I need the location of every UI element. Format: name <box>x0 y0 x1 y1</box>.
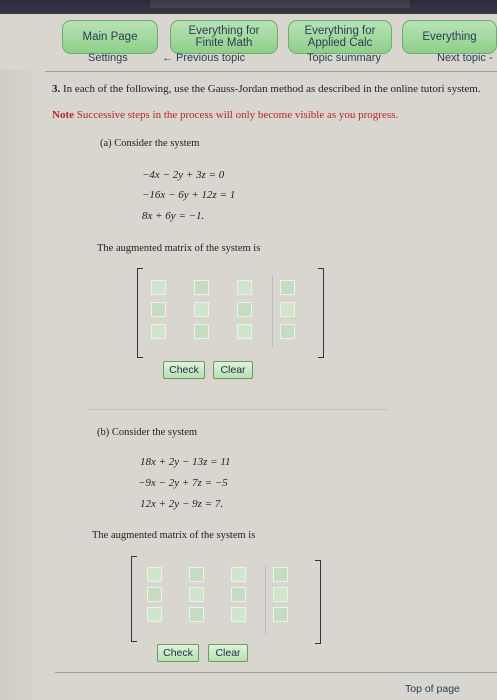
browser-top-bar <box>0 0 497 14</box>
part-a-matrix-label: The augmented matrix of the system is <box>97 243 261 254</box>
part-b-equation-1: 18x + 2y − 13z = 11 <box>140 456 231 468</box>
tab-main-page[interactable]: Main Page <box>62 20 158 54</box>
matrix-a-entry-r1-c3[interactable] <box>237 280 252 295</box>
matrix-b-entry-r1-c1[interactable] <box>147 567 162 582</box>
matrix-a-entry-r2-c2[interactable] <box>194 302 209 317</box>
settings-link[interactable]: Settings <box>88 52 128 64</box>
matrix-a-entry-r1-c2[interactable] <box>194 280 209 295</box>
matrix-a-entry-r3-c4[interactable] <box>280 324 295 339</box>
footer-divider <box>55 672 497 673</box>
matrix-b-entry-r1-c2[interactable] <box>189 567 204 582</box>
previous-topic-link[interactable]: ← Previous topic <box>162 52 246 64</box>
part-b-check-button[interactable]: Check <box>157 644 199 662</box>
matrix-b-entry-r3-c3[interactable] <box>231 607 246 622</box>
tab-finite-math[interactable]: Everything for Finite Math <box>170 20 278 54</box>
matrix-a-left-bracket <box>137 268 143 358</box>
matrix-a-entry-r3-c3[interactable] <box>237 324 252 339</box>
matrix-b-entry-r3-c4[interactable] <box>273 607 288 622</box>
problem-text: In each of the following, use the Gauss-Jordan method as described in the online tutori system. <box>60 83 481 95</box>
tab-applied-calc[interactable]: Everything for Applied Calc <box>288 20 392 54</box>
matrix-b-entry-r1-c3[interactable] <box>231 567 246 582</box>
matrix-b-entry-r3-c2[interactable] <box>189 607 204 622</box>
part-a-equation-2: −16x − 6y + 12z = 1 <box>142 189 236 201</box>
matrix-b-entry-r2-c4[interactable] <box>273 587 288 602</box>
matrix-a-entry-r2-c3[interactable] <box>237 302 252 317</box>
part-b-matrix-label: The augmented matrix of the system is <box>92 530 256 541</box>
part-b-label: (b) Consider the system <box>97 427 198 438</box>
matrix-a-entry-r3-c2[interactable] <box>194 324 209 339</box>
matrix-b-augment-line <box>265 565 266 635</box>
matrix-a-right-bracket <box>318 268 324 358</box>
matrix-a-entry-r2-c1[interactable] <box>151 302 166 317</box>
matrix-b-entry-r2-c1[interactable] <box>147 587 162 602</box>
part-a-label: (a) Consider the system <box>100 138 200 149</box>
matrix-b-entry-r1-c4[interactable] <box>273 567 288 582</box>
note-label: Note <box>52 109 74 121</box>
matrix-a-entry-r2-c4[interactable] <box>280 302 295 317</box>
progress-note <box>52 109 398 121</box>
problem-statement <box>52 83 497 95</box>
matrix-b-entry-r3-c1[interactable] <box>147 607 162 622</box>
matrix-b-right-bracket <box>315 560 321 644</box>
part-a-check-button[interactable]: Check <box>163 361 205 379</box>
matrix-a-augment-line <box>272 275 273 347</box>
next-topic-link[interactable]: Next topic - <box>437 52 493 64</box>
matrix-a-entry-r1-c1[interactable] <box>151 280 166 295</box>
top-bar-highlight <box>150 0 410 8</box>
matrix-a-entry-r3-c1[interactable] <box>151 324 166 339</box>
matrix-b-entry-r2-c3[interactable] <box>231 587 246 602</box>
problem-number: 3. <box>52 83 61 95</box>
part-b-clear-button[interactable]: Clear <box>208 644 248 662</box>
top-of-page-link[interactable]: Top of page <box>405 683 460 695</box>
topic-summary-link[interactable]: Topic summary <box>307 52 381 64</box>
matrix-b-entry-r2-c2[interactable] <box>189 587 204 602</box>
nav-divider <box>45 71 497 72</box>
part-a-equation-3: 8x + 6y = −1. <box>142 210 205 222</box>
part-a-equation-1: −4x − 2y + 3z = 0 <box>142 169 225 181</box>
matrix-a-entry-r1-c4[interactable] <box>280 280 295 295</box>
part-divider <box>88 409 388 410</box>
part-b-equation-2: −9x − 2y + 7z = −5 <box>138 477 228 489</box>
tab-everything[interactable]: Everything <box>402 20 497 54</box>
part-b-equation-3: 12x + 2y − 9z = 7. <box>140 498 224 510</box>
page-shadow <box>0 70 45 700</box>
note-text: Successive steps in the process will only become visible as you progress. <box>74 109 399 121</box>
matrix-b-left-bracket <box>131 556 137 642</box>
part-a-clear-button[interactable]: Clear <box>213 361 253 379</box>
